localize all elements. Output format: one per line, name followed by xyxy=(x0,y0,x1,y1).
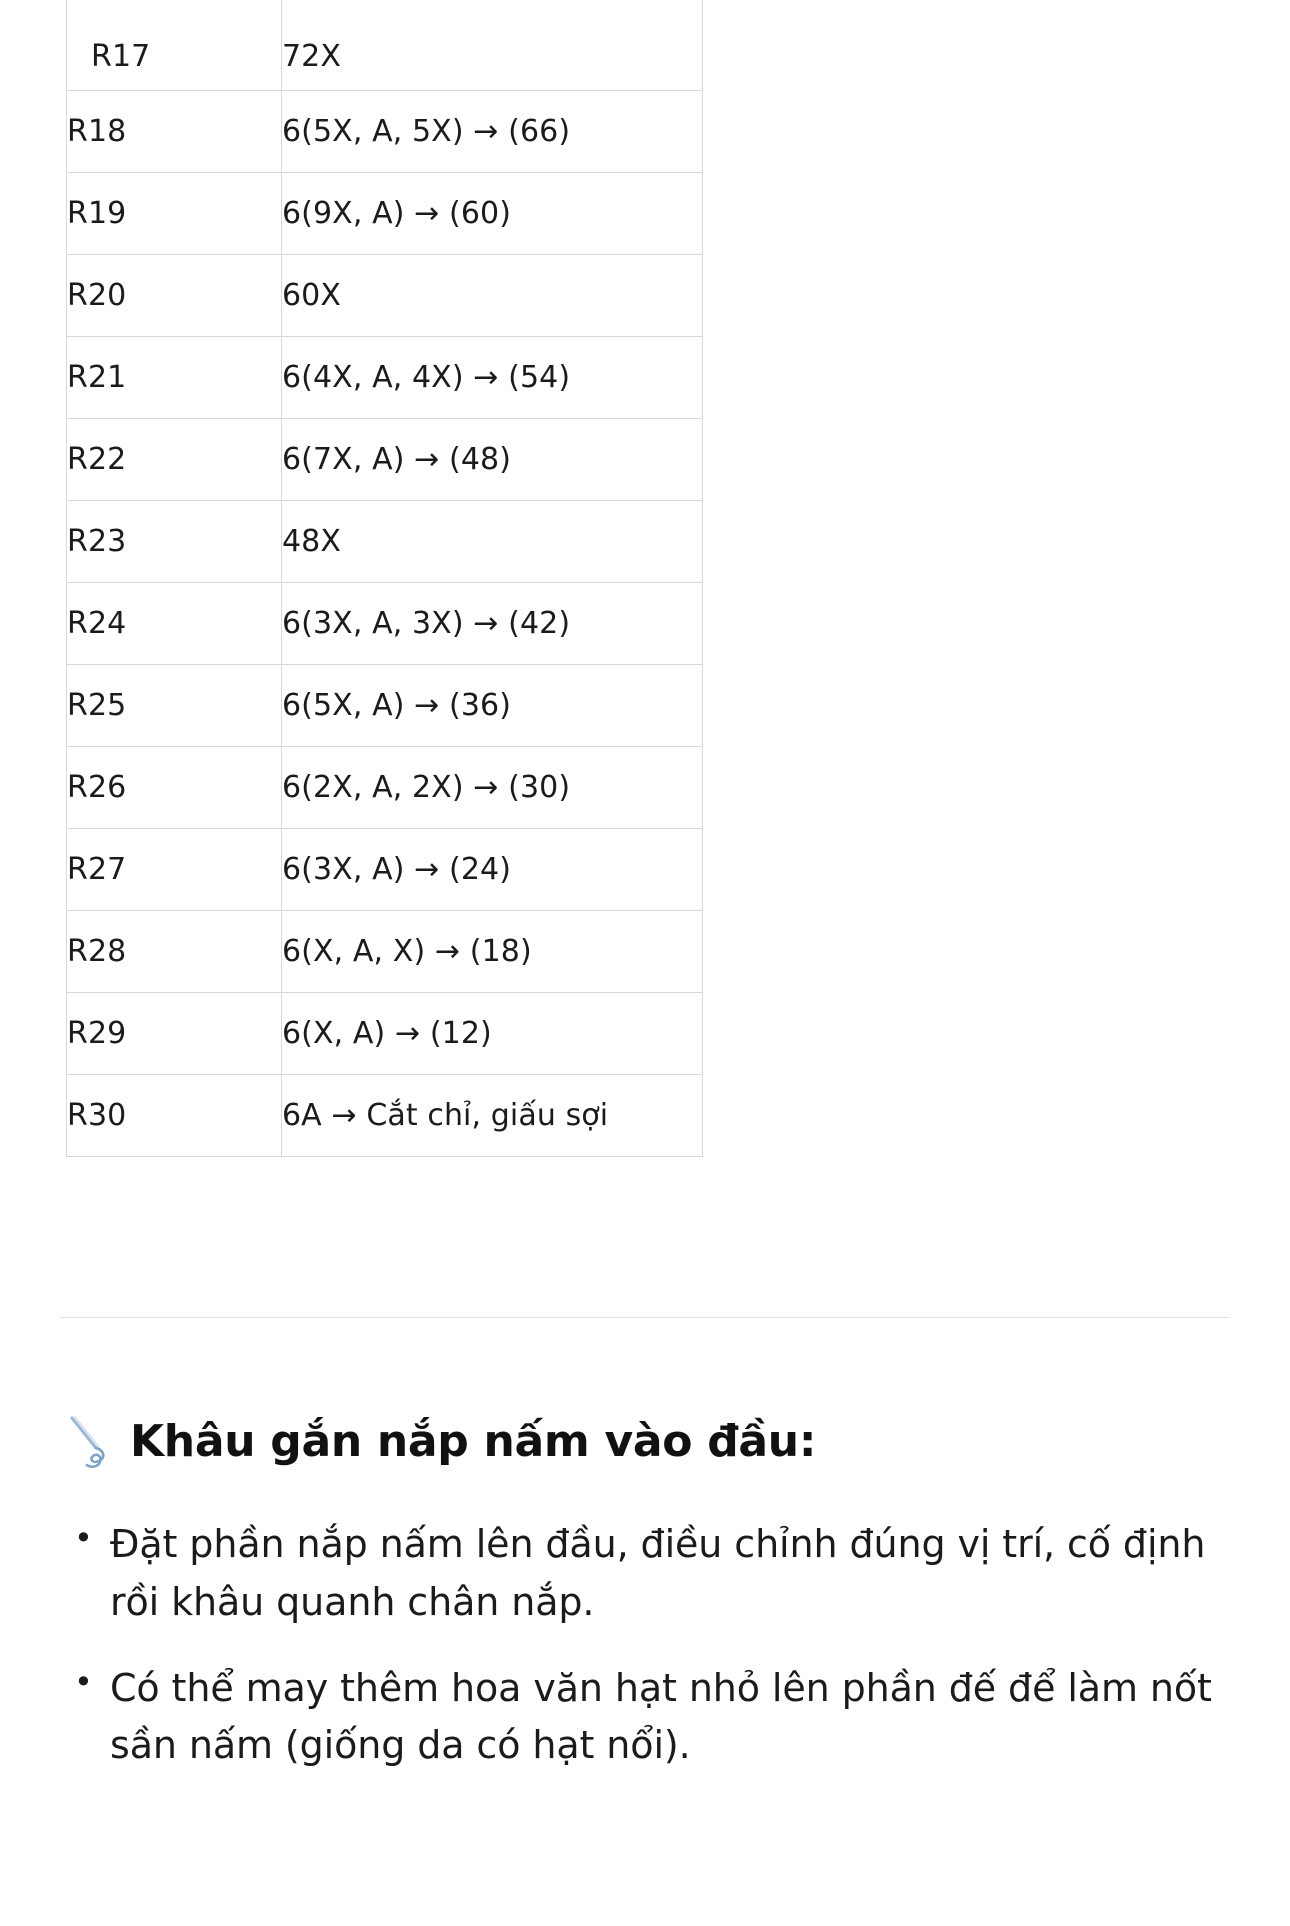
table-cell-round: R27 xyxy=(67,829,282,911)
table-cell-round: R19 xyxy=(67,173,282,255)
table-row xyxy=(67,993,703,1075)
table-row xyxy=(67,173,703,255)
table-cell-instruction: 48X xyxy=(282,501,703,583)
section-divider xyxy=(60,1317,1230,1318)
table-row xyxy=(67,337,703,419)
table-cell-round: R29 xyxy=(67,993,282,1075)
pattern-table-body xyxy=(67,0,703,1157)
table-cell-instruction: 6(X, A) → (12) xyxy=(282,993,703,1075)
table-cell-instruction: 72X xyxy=(282,0,703,91)
table-cell-round: R20 xyxy=(67,255,282,337)
table-cell-instruction: 6(5X, A, 5X) → (66) xyxy=(282,91,703,173)
table-row xyxy=(67,255,703,337)
table-cell-round: R24 xyxy=(67,583,282,665)
table-cell-instruction: 6(3X, A) → (24) xyxy=(282,829,703,911)
table-cell-instruction: 6A → Cắt chỉ, giấu sợi xyxy=(282,1075,703,1157)
list-item: • Có thể may thêm hoa văn hạt nhỏ lên phần đế để làm nốt sần nấm (giống da có hạt nổi). xyxy=(66,1660,1230,1776)
section-title: Khâu gắn nắp nấm vào đầu: xyxy=(130,1415,817,1467)
table-row xyxy=(67,91,703,173)
table-row xyxy=(67,501,703,583)
table-cell-round: R23 xyxy=(67,501,282,583)
pattern-table xyxy=(66,0,703,1157)
table-cell-instruction: 6(X, A, X) → (18) xyxy=(282,911,703,993)
section-heading xyxy=(66,1414,1230,1470)
table-row xyxy=(67,419,703,501)
section-bullet-list xyxy=(60,1516,1230,1775)
table-cell-round: R22 xyxy=(67,419,282,501)
pattern-table-wrap xyxy=(60,0,1230,1157)
table-row xyxy=(67,665,703,747)
table-cell-instruction: 6(7X, A) → (48) xyxy=(282,419,703,501)
table-cell-instruction: 6(5X, A) → (36) xyxy=(282,665,703,747)
table-cell-instruction: 60X xyxy=(282,255,703,337)
table-cell-round: R21 xyxy=(67,337,282,419)
table-cell-round: R17 xyxy=(67,0,282,91)
table-cell-instruction: 6(9X, A) → (60) xyxy=(282,173,703,255)
table-cell-instruction: 6(3X, A, 3X) → (42) xyxy=(282,583,703,665)
table-row xyxy=(67,1075,703,1157)
table-cell-round: R18 xyxy=(67,91,282,173)
table-row xyxy=(67,747,703,829)
table-cell-round: R25 xyxy=(67,665,282,747)
table-row xyxy=(67,911,703,993)
table-cell-round: R28 xyxy=(67,911,282,993)
table-row xyxy=(67,583,703,665)
list-item: • Đặt phần nắp nấm lên đầu, điều chỉnh đúng vị trí, cố định rồi khâu quanh chân nắp. xyxy=(66,1516,1230,1632)
table-cell-round: R26 xyxy=(67,747,282,829)
table-cell-instruction: 6(2X, A, 2X) → (30) xyxy=(282,747,703,829)
table-row xyxy=(67,829,703,911)
table-row xyxy=(67,0,703,91)
table-cell-round: R30 xyxy=(67,1075,282,1157)
sewing-needle-icon xyxy=(66,1414,112,1470)
table-cell-instruction: 6(4X, A, 4X) → (54) xyxy=(282,337,703,419)
